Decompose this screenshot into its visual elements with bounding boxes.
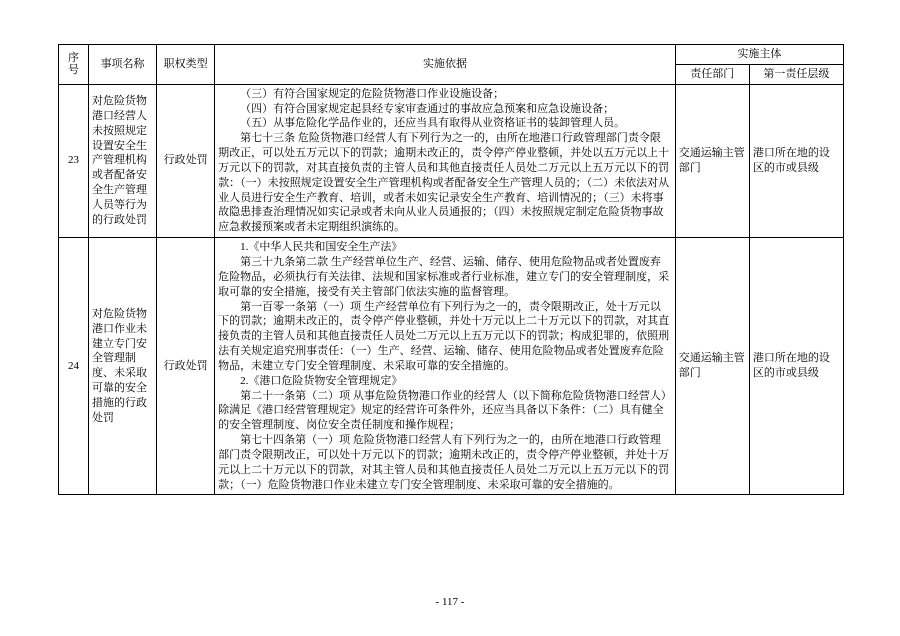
legal-basis-paragraph: 第三十九条第二款 生产经营单位生产、经营、运输、储存、使用危险物品或者处置废弃危险物品，必须执行有关法律、法规和国家标准或者行业标准，建立专门的安全管理制度，采取可靠的安全措施，接受有关主管部门依法实施的监督管理。 xyxy=(218,255,670,298)
column-header-implementing-subject: 实施主体 xyxy=(675,45,843,65)
header-row-top xyxy=(59,45,844,65)
column-header-sequence-line2: 号 xyxy=(68,64,80,77)
cell-item-name: 对危险货物港口经营人未按照规定设置安全生产管理机构或者配备安全生产管理人员等行为的行政处罚 xyxy=(89,84,157,237)
cell-authority-type: 行政处罚 xyxy=(157,84,215,237)
legal-basis-paragraph: （三）有符合国家规定的危险货物港口作业设施设备； xyxy=(240,87,505,100)
cell-legal-basis xyxy=(215,84,676,237)
column-header-item-name: 事项名称 xyxy=(89,45,157,85)
table-row xyxy=(59,84,844,237)
column-header-responsible-level: 第一责任层级 xyxy=(749,64,843,84)
legal-basis-paragraph: （四）有符合国家规定起县经专家审查通过的事故应急预案和应急设施设备； xyxy=(240,102,615,115)
table-body xyxy=(59,84,844,495)
column-header-authority-type: 职权类型 xyxy=(157,45,215,85)
table-header xyxy=(59,45,844,85)
legal-basis-paragraph: 第二十一条第（二）项 从事危险货物港口作业的经营人（以下简称危险货物港口经营人）除满足《港口经营管理规定》规定的经营许可条件外，还应当具备以下条件：（二）具有健全的安全管理制度、岗位安全责任制度和操作规程； xyxy=(218,389,667,432)
cell-sequence: 23 xyxy=(59,84,89,237)
cell-responsible-level: 港口所在地的设区的市或县级 xyxy=(749,238,843,495)
legal-basis-paragraph: 第一百零一条第（一）项 生产经营单位有下列行为之一的，责令限期改正，处十万元以下的罚款；逾期未改正的，责令停产停业整顿，并处十万元以上二十万元以下的罚款，对其直接负责的主管人员和其他直接责任人员处二万元以上五万元以下的罚款；构成犯罪的，依照刑法有关规定追究刑事责任：（一）生产、经营、运输、储存、使用危险物品或者处置废弃危险物品，未建立专门安全管理制度、未采取可靠的安全措施的。 xyxy=(218,300,670,372)
cell-sequence: 24 xyxy=(59,238,89,495)
cell-responsible-dept: 交通运输主管部门 xyxy=(675,238,749,495)
column-header-legal-basis: 实施依据 xyxy=(215,45,676,85)
column-header-sequence xyxy=(59,45,89,85)
column-header-responsible-dept: 责任部门 xyxy=(675,64,749,84)
column-header-sequence-line1: 序 xyxy=(68,51,80,64)
legal-basis-paragraph: 2.《港口危险货物安全管理规定》 xyxy=(240,374,403,387)
permissions-table xyxy=(58,44,844,495)
cell-responsible-level: 港口所在地的设区的市或县级 xyxy=(749,84,843,237)
cell-legal-basis xyxy=(215,238,676,495)
table-row xyxy=(59,238,844,495)
legal-basis-paragraph: 1.《中华人民共和国安全生产法》 xyxy=(240,241,403,254)
page-footer: - 117 - xyxy=(435,596,465,608)
cell-authority-type: 行政处罚 xyxy=(157,238,215,495)
legal-basis-paragraph: 第七十四条第（一）项 危险货物港口经营人有下列行为之一的，由所在地港口行政管理部门责令限期改正，可以处十万元以下的罚款；逾期未改正的，责令停产停业整顿，并处十万元以上二十万元以下的罚款，对其主管人员和其他直接责任人员处二万元以上五万元以下的罚款；（一）危险货物港口作业未建立专门安全管理制度、未采取可靠的安全措施的。 xyxy=(218,434,670,491)
legal-basis-paragraph: （五）从事危险化学品作业的，还应当具有取得从业资格证书的装卸管理人员。 xyxy=(240,117,626,130)
cell-item-name: 对危险货物港口作业未建立专门安全管理制度、未采取可靠的安全措施的行政处罚 xyxy=(89,238,157,495)
legal-basis-paragraph: 第七十三条 危险货物港口经营人有下列行为之一的，由所在地港口行政管理部门责令限期改正，可以处五万元以下的罚款；逾期未改正的，责令停产停业整顿，并处以五万元以上十万元以下的罚款，对其直接负责的主管人员和其他直接责任人员处二万元以上五万元以下的罚款：（一）未按照规定设置安全生产管理机构或者配备安全生产管理人员的；（二）未依法对从业人员进行安全生产教育、培训，或者未如实记录安全生产教育、培训情况的；（三）未将事故隐患排查治理情况如实记录或者未向从业人员通报的；（四）未按照规定制定危险货物事故应急救援预案或者未定期组织演练的。 xyxy=(218,132,670,234)
cell-responsible-dept: 交通运输主管部门 xyxy=(675,84,749,237)
